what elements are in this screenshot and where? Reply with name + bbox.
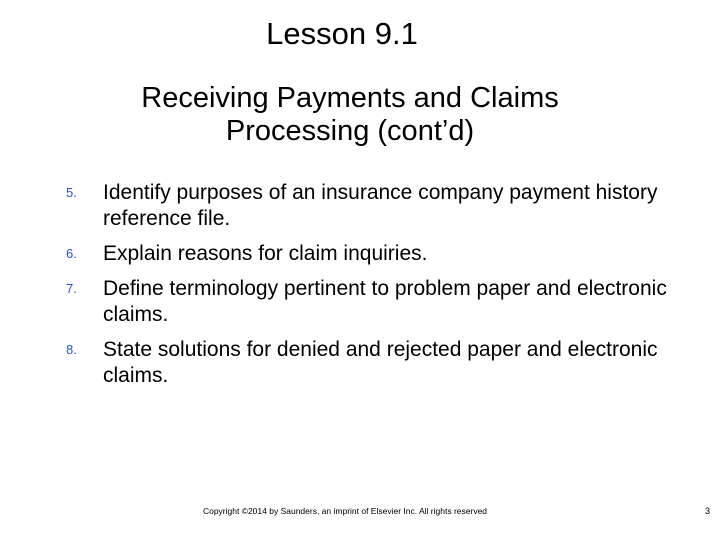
objective-number: 7. [66, 281, 77, 296]
objective-text: Explain reasons for claim inquiries. [103, 242, 428, 265]
objective-text: State solutions for denied and rejected paper and electronic claims. [103, 338, 658, 387]
objective-item-7 [66, 276, 696, 328]
lesson-title: Lesson 9.1 [266, 16, 418, 51]
page-number: 3 [704, 506, 710, 516]
objective-item-5 [66, 180, 696, 232]
objective-number: 5. [66, 185, 77, 200]
slide-subtitle [90, 82, 610, 148]
subtitle-line-2: Processing (cont’d) [225, 115, 475, 147]
objective-text: Identify purposes of an insurance company payment history reference file. [103, 181, 658, 230]
objective-item-6 [66, 241, 696, 267]
objectives-list [66, 180, 696, 398]
copyright-footer: Copyright ©2014 by Saunders, an imprint of Elsevier Inc. All rights reserved [202, 506, 488, 516]
objective-number: 6. [66, 246, 77, 261]
objective-number: 8. [66, 342, 77, 357]
subtitle-line-1: Receiving Payments and Claims [141, 82, 559, 114]
objective-text: Define terminology pertinent to problem paper and electronic claims. [103, 277, 667, 326]
objective-item-8 [66, 337, 696, 389]
